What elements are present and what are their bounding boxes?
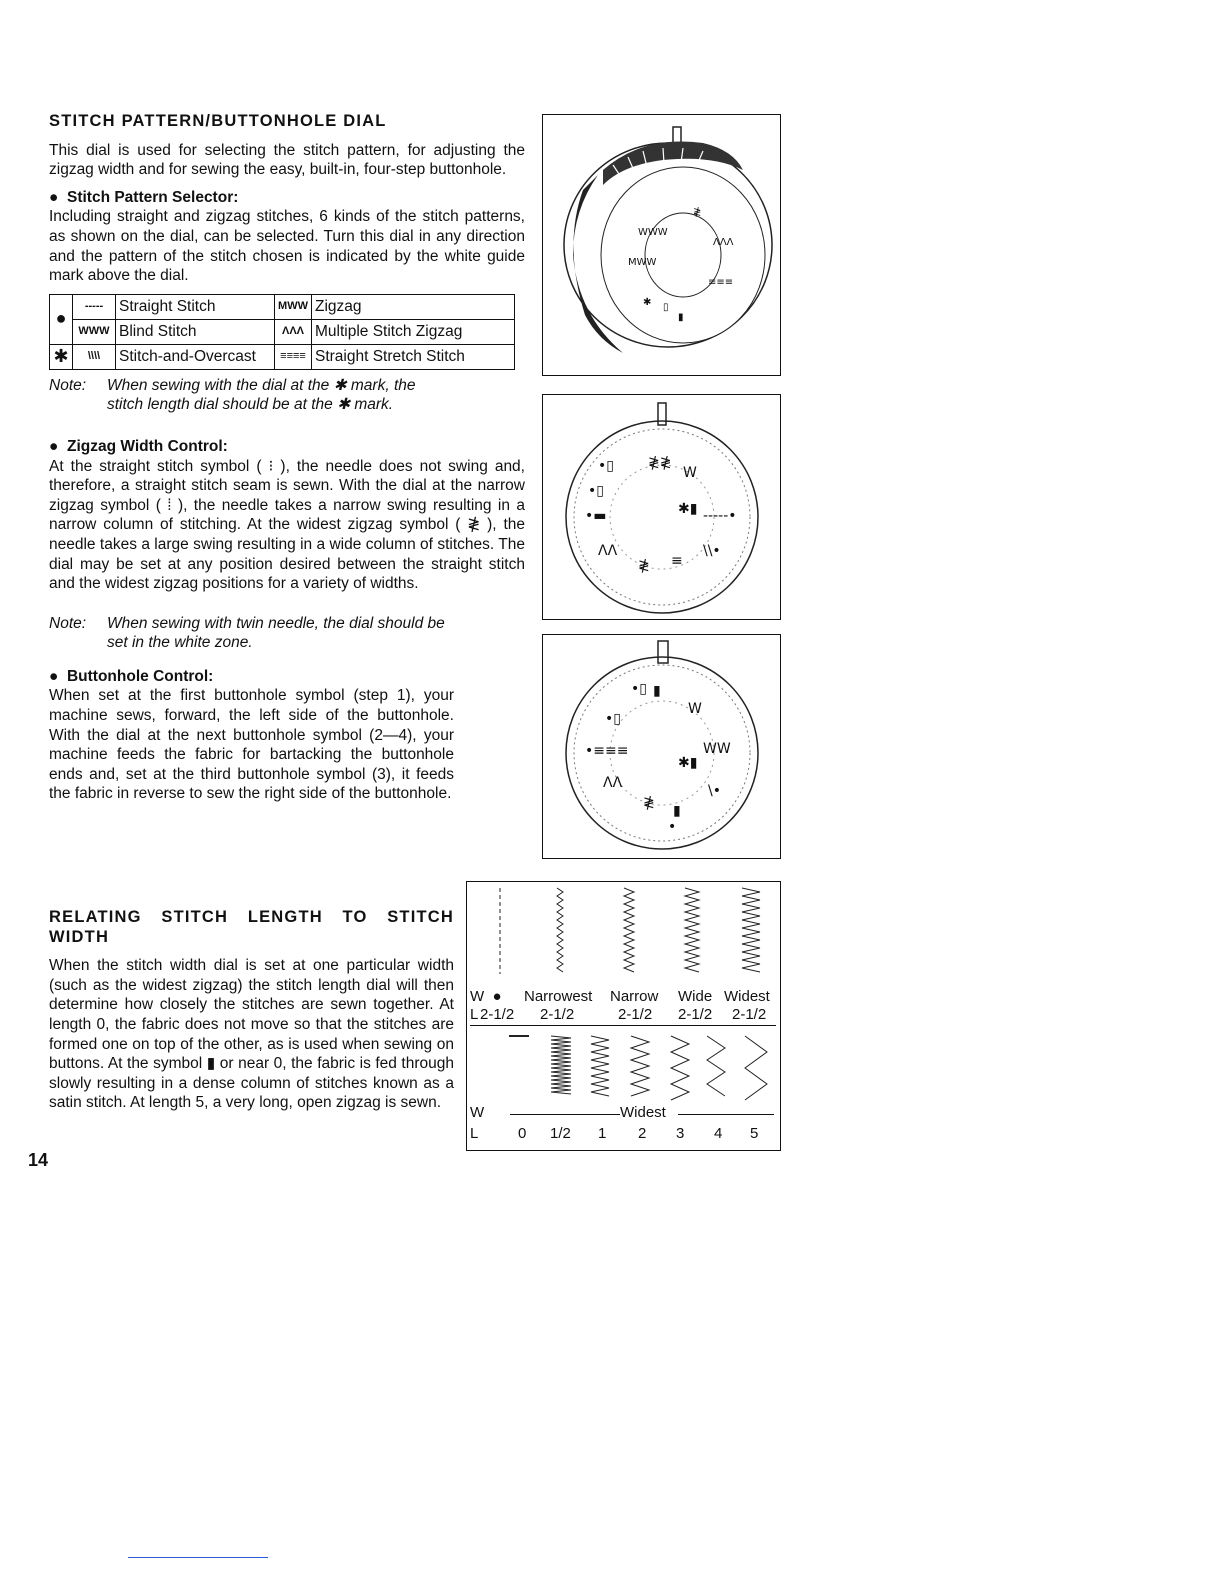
svg-text:MWW: MWW [628,257,657,268]
asterisk-icon: ✱ [50,344,73,369]
intro-text: This dial is used for selecting the stitch pattern, for adjusting the zigzag width and for sewing the easy, built-in, four-step buttonhole. [49,141,525,179]
straight-stitch-icon: ----- [73,294,116,319]
table-row [50,319,515,344]
svg-text:▮: ▮ [678,312,684,323]
note-twin-needle: Note: When sewing with twin needle, the dial should be set in the white zone. [49,614,445,652]
svg-text:WW: WW [703,741,731,757]
section2-title-1: RELATING STITCH LENGTH TO STITCH [49,908,454,926]
stitch-table [49,294,515,370]
svg-text:\\•: \\• [703,543,721,559]
selector-text: Including straight and zigzag stitches, 6 kinds of the stitch patterns, as shown on the dial, can be selected. Turn this dial in any direction and the pattern of the stitch chosen is indicated by the white guide mark above the dial. [49,208,525,285]
svg-text:✱: ✱ [643,297,652,308]
dial-perspective-figure [542,114,781,376]
svg-text:•▯: •▯ [598,458,614,474]
svg-text:✱▮: ✱▮ [678,501,698,517]
stitch-label: Multiple Stitch Zigzag [312,319,515,344]
stretch-stitch-icon: ≡≡≡≡ [275,344,312,369]
multi-zigzag-icon: ΛΛΛ [275,319,312,344]
section2-title-2: WIDTH [49,927,110,946]
svg-text:•: • [668,819,677,835]
svg-text:•≡≡≡: •≡≡≡ [585,743,629,759]
svg-text:•▯: •▯ [631,681,647,697]
svg-text:\•: \• [708,783,721,799]
svg-text:ΛΛ: ΛΛ [603,775,623,791]
buttonhole-heading: ● Buttonhole Control: [49,667,214,685]
blind-stitch-icon: WWW [73,319,116,344]
stitch-chart [466,881,781,1151]
page-number: 14 [28,1150,49,1170]
length-samples-icon [467,1032,780,1102]
chart-row-width: W ● Narrowest Narrow Wide Widest [470,988,770,1005]
svg-text:ΛΛ: ΛΛ [598,543,618,559]
chart-row-length: L 2-1/2 2-1/2 2-1/2 2-1/2 2-1/2 [470,1006,776,1026]
chart-row-length-2: L 0 1/2 1 2 3 4 5 [470,1125,759,1142]
stitch-label: Zigzag [312,294,515,319]
section-length-width [49,908,454,1113]
svg-text:-----•: -----• [703,508,737,524]
svg-text:≡: ≡ [671,553,683,569]
chart-row-width-2: W Widest [470,1104,776,1121]
svg-text:W: W [683,465,697,481]
stitch-label: Stitch-and-Overcast [116,344,275,369]
width-text: At the straight stitch symbol ( ⁝ ), the needle does not swing and, therefore, a straight stitch seam is sewn. With the dial at the narrow zigzag symbol ( ⁞ ), the needle takes a narrow swing resulting in a narrow column of stitching. At the widest zigzag symbol ( ≹ ), the needle takes a large swing resulting in a wide column of stitches. The dial may be set at any position desired between the straight stitch and the widest zigzag positions for a variety of widths. [49,457,525,593]
bullet-icon: ● [49,188,67,206]
selector-heading: ● Stitch Pattern Selector: [49,188,239,206]
dot-icon: ● [488,988,510,1005]
svg-text:≡≡≡: ≡≡≡ [708,277,734,288]
dot-icon: ● [50,294,73,344]
width-samples-icon [467,882,780,1002]
svg-text:•▯: •▯ [588,483,604,499]
buttonhole-text: When set at the first buttonhole symbol (step 1), your machine sews, forward, the left side of the buttonhole. With the dial at the next buttonhole symbol (2—4), your machine feeds the fabric for bartacking the buttonhole ends and, set at the third buttonhole symbol (3), it feeds the fabric in reverse to sew the right side of the buttonhole. [49,687,454,803]
svg-text:•▬: •▬ [585,508,607,524]
svg-text:▮: ▮ [673,803,681,819]
svg-text:≹: ≹ [643,795,655,811]
stitch-label: Blind Stitch [116,319,275,344]
svg-text:WWW: WWW [638,227,668,238]
footer-rule [128,1557,268,1558]
svg-text:•▯: •▯ [605,711,621,727]
table-row [50,294,515,319]
svg-text:≹: ≹ [693,207,702,218]
section-stitch-dial [49,112,525,804]
table-row [50,344,515,369]
note-asterisk: Note: When sewing with the dial at the ✱ mark, the stitch length dial should be at the ✱ mark. [49,376,416,414]
svg-text:W: W [688,701,702,717]
svg-text:≹≹: ≹≹ [648,455,672,471]
svg-text:≹: ≹ [638,558,650,574]
dial-rotated-figure [542,634,781,859]
stitch-label: Straight Stitch [116,294,275,319]
svg-text:▯: ▯ [663,302,669,313]
svg-text:ΛΛΛ: ΛΛΛ [713,237,734,248]
svg-text:✱▮: ✱▮ [678,755,698,771]
zigzag-icon: MWW [275,294,312,319]
dial-front-figure [542,394,781,620]
section2-text: When the stitch width dial is set at one particular width (such as the widest zigzag) the stitch length dial will then determine how closely the stitches are sewn together. At length 0, the fabric does not move so that the stitches are formed one on top of the other, as is used when sewing on buttons. At the symbol ▮ or near 0, the fabric is fed through slowly resulting in a dense column of stitches known as a satin stitch. At length 5, a very long, open zigzag is sewn. [49,957,454,1112]
bullet-icon: ● [49,667,67,685]
width-heading: ● Zigzag Width Control: [49,437,228,455]
stitch-label: Straight Stretch Stitch [312,344,515,369]
section-title: STITCH PATTERN/BUTTONHOLE DIAL [49,112,387,130]
overcast-icon: \\\\ [73,344,116,369]
svg-text:▮: ▮ [653,683,661,699]
bullet-icon: ● [49,437,67,455]
